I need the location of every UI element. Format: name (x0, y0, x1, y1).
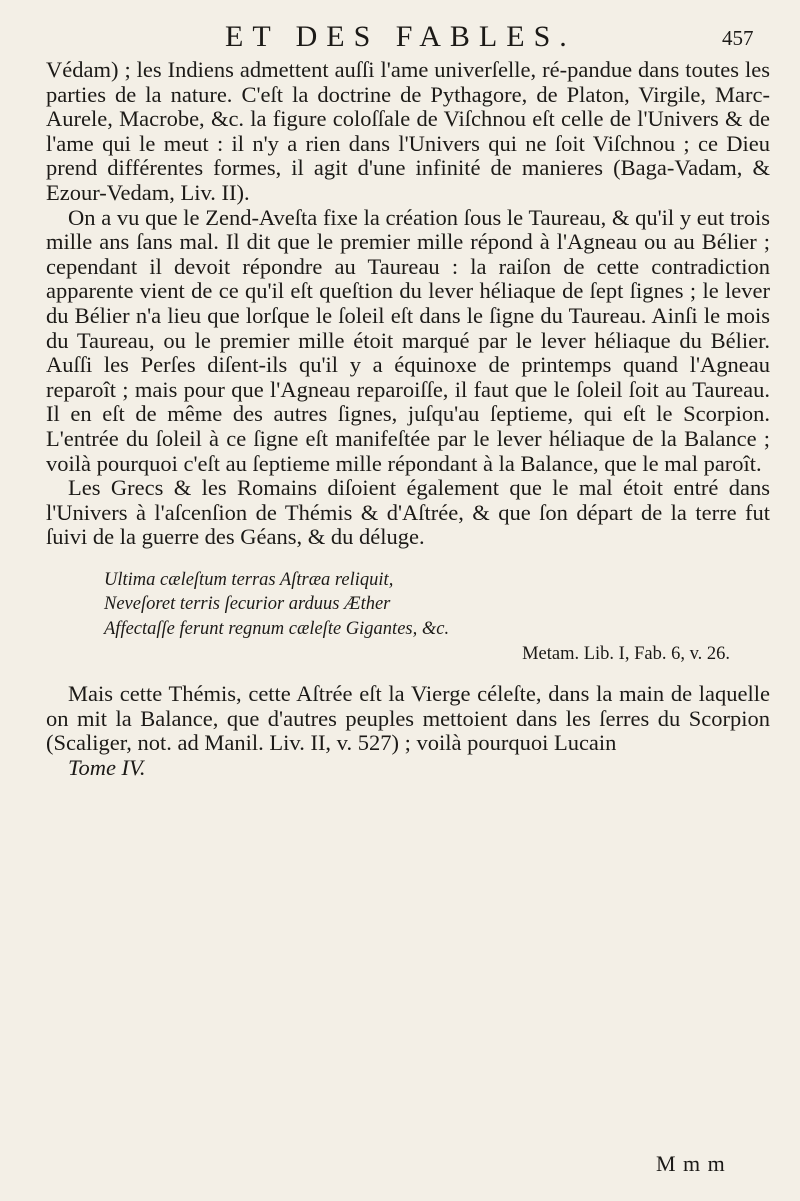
closing-paragraph: Mais cette Thémis, cette Aſtrée eſt la Vierge céleſte, dans la main de laquelle on mit la Balance, que d'autres peuples mettoient dans les ſerres du Scorpion (Scaliger, not. ad Manil. Liv. II, v. 527) ; voilà pourquoi Lucain (46, 681, 770, 756)
signature-mark: M m m (656, 1151, 726, 1176)
paragraph-2: On a vu que le Zend-Aveſta fixe la création ſous le Taureau, & qu'il y eut trois mille ans ſans mal. Il dit que le premier mille répond à l'Agneau ou au Bélier ; cependant il devoit répondre au Taureau : la raiſon de cette contradiction apparente vient de ce qu'il eſt queſtion du lever héliaque de ſept ſignes ; le lever du Bélier n'a lieu que lorſque le ſoleil eſt dans le ſigne du Taureau. Ainſi le mois du Taureau, ou le premier mille étoit marqué par le lever héliaque du Bélier. Auſſi les Perſes diſent-ils qu'il y a équinoxe de printemps quand l'Agneau reparoît ; mais pour que l'Agneau reparoiſſe, il faut que le ſoleil ſoit au Taureau. Il en eſt de même des autres ſignes, juſqu'au ſeptieme, qui eſt le Scorpion. L'entrée du ſoleil à ce ſigne eſt manifeſtée par le lever héliaque de la Balance ; voilà pourquoi c'eſt au ſeptieme mille répondant à la Balance, que le mal paroît. (46, 204, 770, 476)
volume-label: Tome IV. (68, 755, 146, 781)
latin-quotation (104, 568, 770, 666)
page-number: 457 (722, 26, 754, 50)
body-text (46, 58, 770, 781)
running-title: ET DES FABLES. (225, 20, 576, 53)
quotation-source: Metam. Lib. I, Fab. 6, v. 26. (522, 643, 730, 664)
page-header (0, 20, 800, 60)
paragraph-1: Védam) ; les Indiens admettent auſſi l'ame univerſelle, ré-pandue dans toutes les parties de la nature. C'eſt la doctrine de Pythagore, de Platon, Virgile, Marc-Aurele, Macrobe, &c. la figure coloſſale de Viſchnou eſt celle de l'Univers & de l'ame qui le meut : il n'y a rien dans l'Univers qui ne ſoit Viſchnou ; ce Dieu prend différentes formes, il agit d'une infinité de manieres (Baga-Vadam, & Ezour-Vedam, Liv. II). (46, 57, 770, 205)
paragraph-3: Les Grecs & les Romains diſoient également que le mal étoit entré dans l'Univers à l'aſcenſion de Thémis & d'Aſtrée, & que ſon départ de la terre fut ſuivi de la guerre des Géans, & du déluge. (46, 475, 770, 550)
quotation-line: Ultima cæleſtum terras Aſtræa reliquit, (104, 569, 394, 590)
quotation-line: Affectaſſe ferunt regnum cæleſte Gigantes, &c. (104, 619, 450, 640)
quotation-line: Neveſoret terris ſecurior arduus Æther (104, 594, 391, 615)
